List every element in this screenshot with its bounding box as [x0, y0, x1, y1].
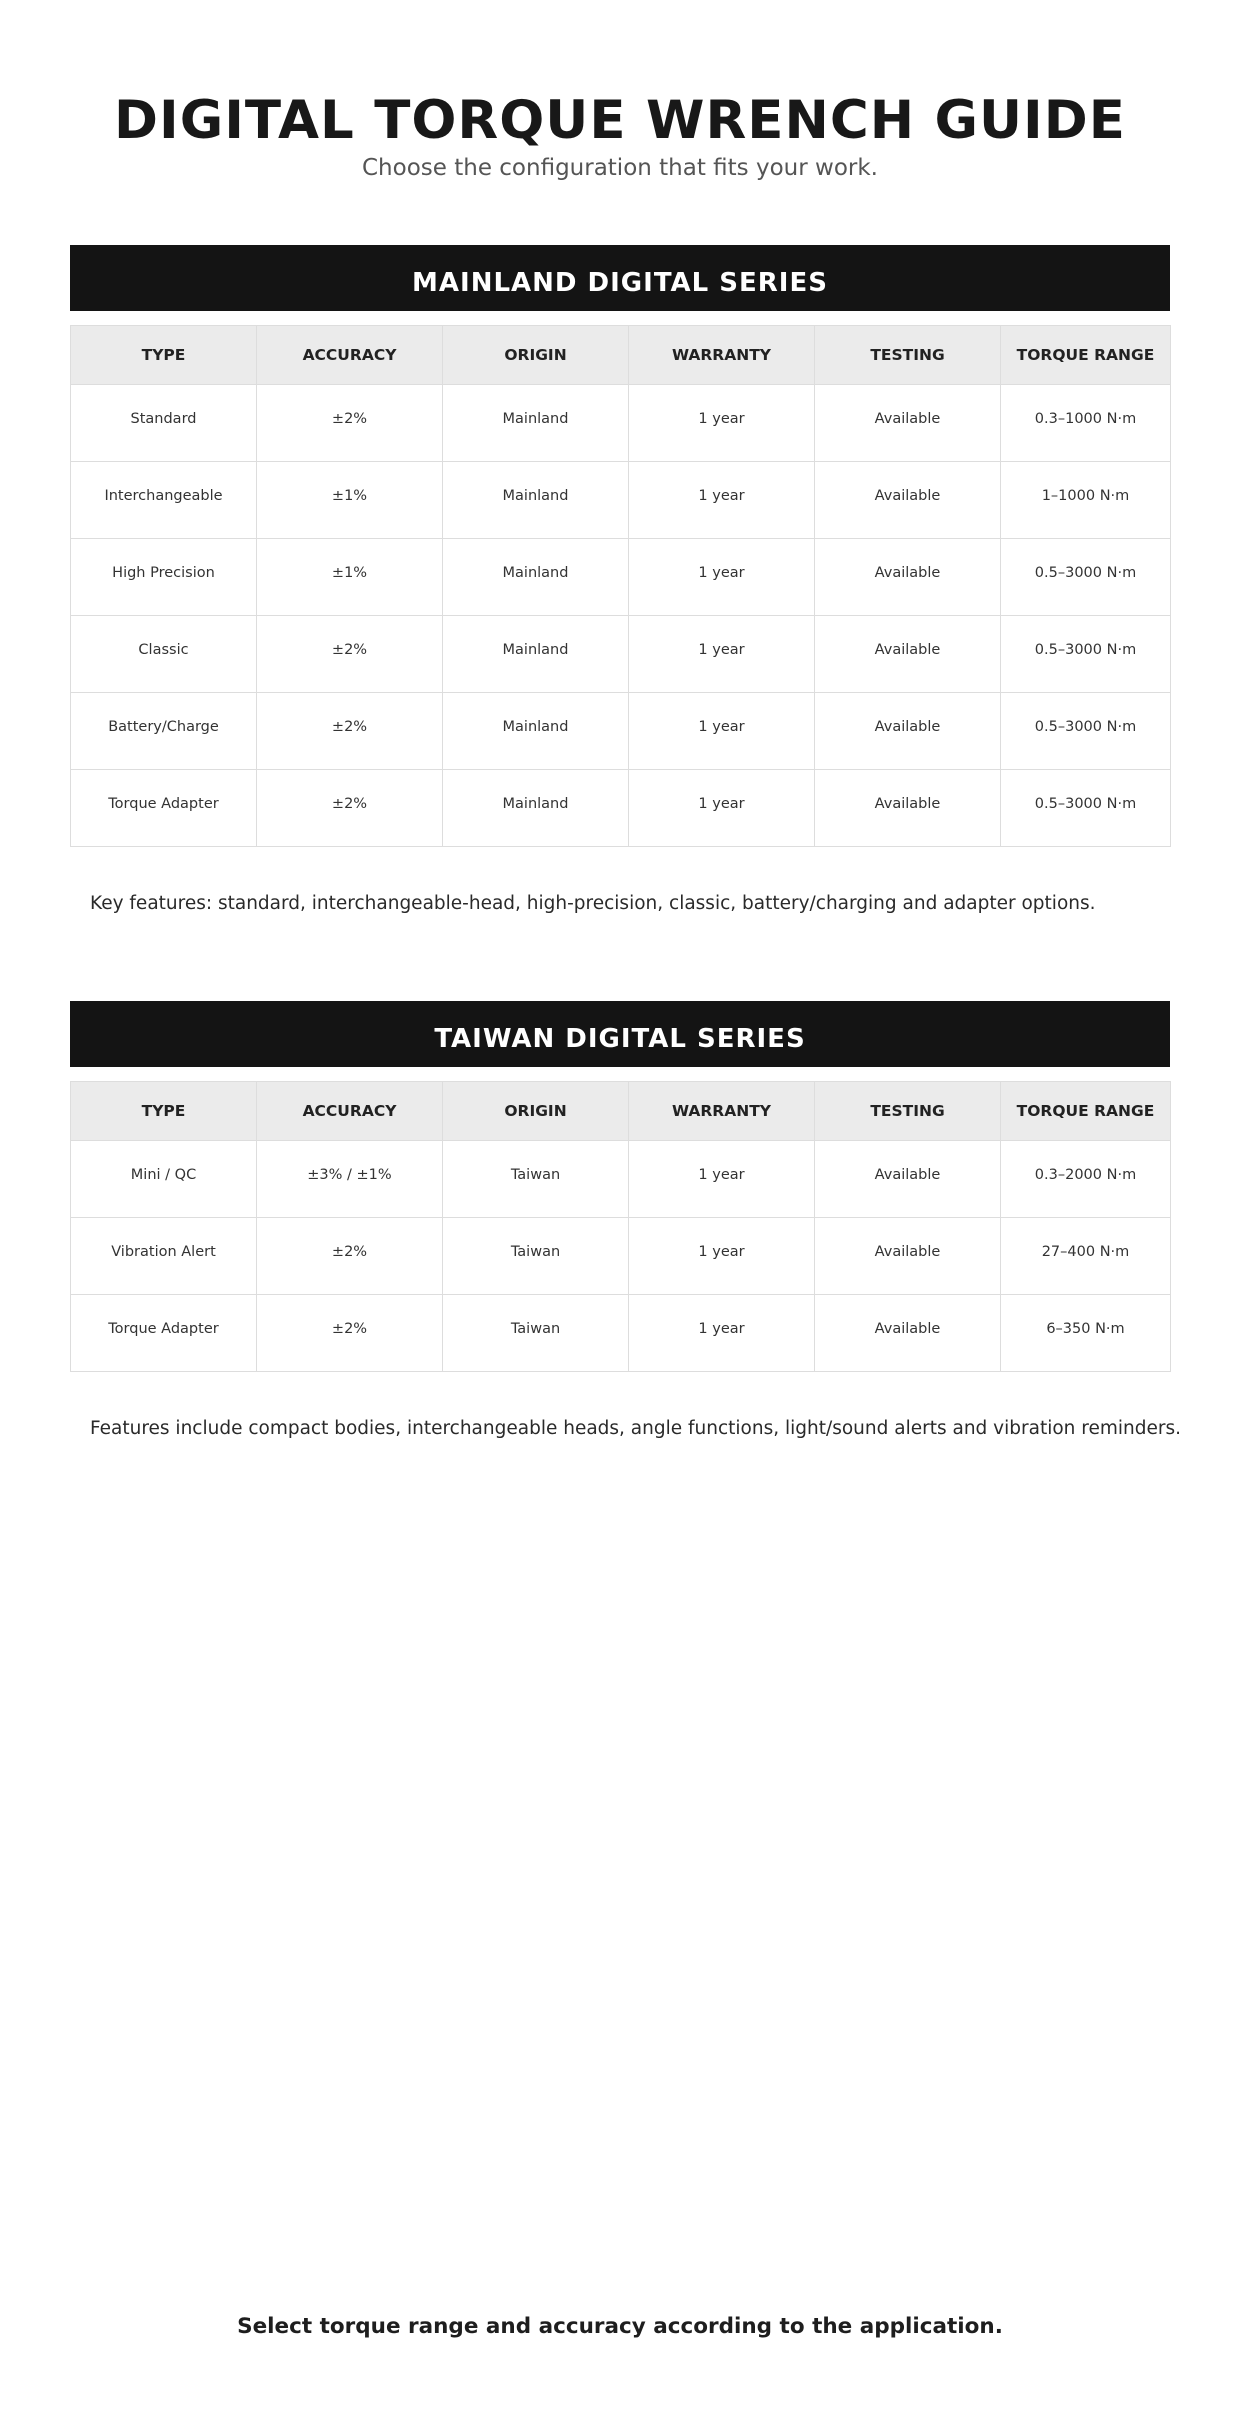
cell-torque-range: 0.5–3000 N·m — [1001, 693, 1171, 770]
cell-origin: Mainland — [443, 770, 629, 847]
column-header-type: TYPE — [71, 326, 257, 385]
cell-warranty: 1 year — [629, 693, 815, 770]
cell-torque-range: 6–350 N·m — [1001, 1295, 1171, 1372]
mainland-features-note: Key features: standard, interchangeable-head, high-precision, classic, battery/charging and adapter options. — [90, 893, 1096, 914]
cell-accuracy: ±2% — [257, 1295, 443, 1372]
cell-origin: Mainland — [443, 385, 629, 462]
cell-testing: Available — [815, 770, 1001, 847]
table-row — [71, 462, 1171, 539]
cell-origin: Taiwan — [443, 1295, 629, 1372]
column-header-accuracy: ACCURACY — [257, 1082, 443, 1141]
cell-accuracy: ±2% — [257, 1218, 443, 1295]
cell-torque-range: 0.3–1000 N·m — [1001, 385, 1171, 462]
column-header-testing: TESTING — [815, 1082, 1001, 1141]
cell-testing: Available — [815, 1218, 1001, 1295]
table-header-row — [71, 326, 1171, 385]
cell-origin: Taiwan — [443, 1141, 629, 1218]
table-row — [71, 1141, 1171, 1218]
cell-warranty: 1 year — [629, 1141, 815, 1218]
cell-warranty: 1 year — [629, 462, 815, 539]
cell-accuracy: ±2% — [257, 385, 443, 462]
cell-type: Torque Adapter — [71, 770, 257, 847]
cell-accuracy: ±1% — [257, 462, 443, 539]
cell-accuracy: ±2% — [257, 770, 443, 847]
table-row — [71, 385, 1171, 462]
column-header-torque-range: TORQUE RANGE — [1001, 326, 1171, 385]
cell-type: Interchangeable — [71, 462, 257, 539]
cell-accuracy: ±2% — [257, 693, 443, 770]
taiwan-section — [70, 1001, 1181, 1439]
table-row — [71, 1295, 1171, 1372]
cell-accuracy: ±1% — [257, 539, 443, 616]
cell-torque-range: 1–1000 N·m — [1001, 462, 1171, 539]
cell-origin: Mainland — [443, 462, 629, 539]
cell-testing: Available — [815, 1295, 1001, 1372]
cell-testing: Available — [815, 1141, 1001, 1218]
footer-advice: Select torque range and accuracy according to the application. — [237, 2314, 1003, 2339]
cell-testing: Available — [815, 539, 1001, 616]
column-header-accuracy: ACCURACY — [257, 326, 443, 385]
column-header-type: TYPE — [71, 1082, 257, 1141]
cell-warranty: 1 year — [629, 539, 815, 616]
cell-torque-range: 27–400 N·m — [1001, 1218, 1171, 1295]
cell-accuracy: ±3% / ±1% — [257, 1141, 443, 1218]
table-row — [71, 770, 1171, 847]
cell-accuracy: ±2% — [257, 616, 443, 693]
cell-torque-range: 0.3–2000 N·m — [1001, 1141, 1171, 1218]
cell-type: Classic — [71, 616, 257, 693]
cell-warranty: 1 year — [629, 385, 815, 462]
cell-origin: Mainland — [443, 539, 629, 616]
cell-warranty: 1 year — [629, 1295, 815, 1372]
table-row — [71, 693, 1171, 770]
table-row — [71, 1218, 1171, 1295]
cell-warranty: 1 year — [629, 616, 815, 693]
column-header-torque-range: TORQUE RANGE — [1001, 1082, 1171, 1141]
cell-warranty: 1 year — [629, 770, 815, 847]
page-title: DIGITAL TORQUE WRENCH GUIDE — [114, 90, 1126, 151]
cell-origin: Mainland — [443, 616, 629, 693]
cell-torque-range: 0.5–3000 N·m — [1001, 770, 1171, 847]
mainland-spec-table — [70, 325, 1171, 847]
page-subtitle: Choose the configuration that fits your work. — [362, 155, 878, 181]
cell-type: Vibration Alert — [71, 1218, 257, 1295]
column-header-origin: ORIGIN — [443, 326, 629, 385]
cell-testing: Available — [815, 693, 1001, 770]
cell-type: Battery/Charge — [71, 693, 257, 770]
column-header-origin: ORIGIN — [443, 1082, 629, 1141]
mainland-section — [70, 245, 1170, 914]
cell-origin: Mainland — [443, 693, 629, 770]
cell-testing: Available — [815, 385, 1001, 462]
cell-type: High Precision — [71, 539, 257, 616]
cell-type: Standard — [71, 385, 257, 462]
cell-origin: Taiwan — [443, 1218, 629, 1295]
taiwan-heading: TAIWAN DIGITAL SERIES — [70, 1001, 1170, 1067]
cell-testing: Available — [815, 616, 1001, 693]
column-header-testing: TESTING — [815, 326, 1001, 385]
mainland-heading: MAINLAND DIGITAL SERIES — [70, 245, 1170, 311]
cell-torque-range: 0.5–3000 N·m — [1001, 616, 1171, 693]
column-header-warranty: WARRANTY — [629, 326, 815, 385]
column-header-warranty: WARRANTY — [629, 1082, 815, 1141]
cell-testing: Available — [815, 462, 1001, 539]
taiwan-features-note: Features include compact bodies, interchangeable heads, angle functions, light/sound alerts and vibration reminders. — [90, 1418, 1181, 1439]
table-header-row — [71, 1082, 1171, 1141]
cell-type: Torque Adapter — [71, 1295, 257, 1372]
cell-warranty: 1 year — [629, 1218, 815, 1295]
table-row — [71, 539, 1171, 616]
taiwan-spec-table — [70, 1081, 1171, 1372]
cell-type: Mini / QC — [71, 1141, 257, 1218]
table-row — [71, 616, 1171, 693]
cell-torque-range: 0.5–3000 N·m — [1001, 539, 1171, 616]
